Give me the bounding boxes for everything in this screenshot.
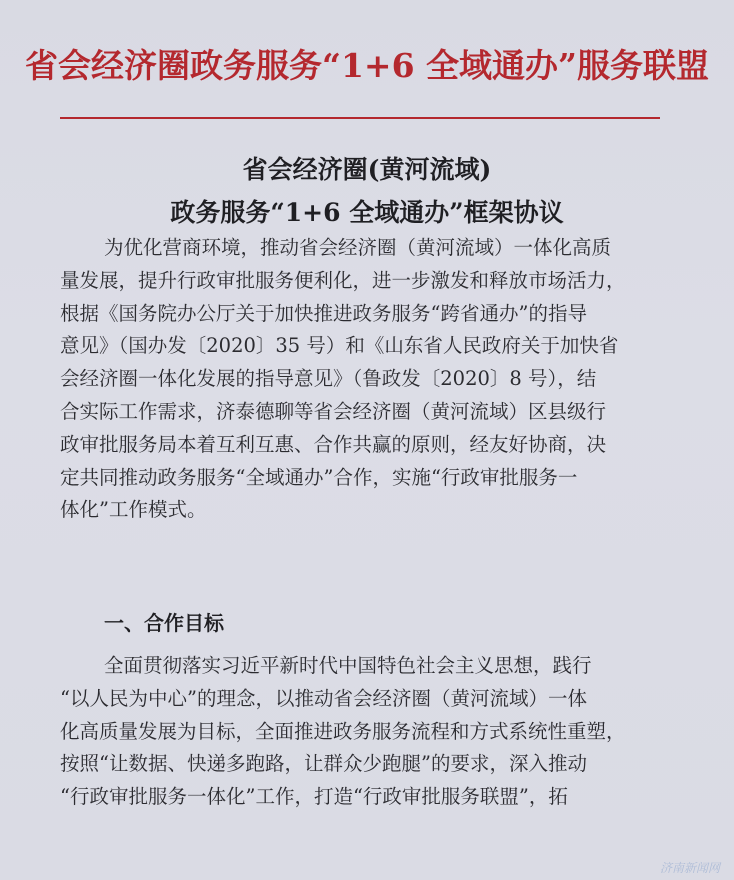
paragraph-line: 为优化营商环境，推动省会经济圈（黄河流域）一体化高质 (104, 236, 612, 259)
paragraph-line: 化高质量发展为目标，全面推进政务服务流程和方式系统性重塑， (60, 719, 626, 743)
watermark: 济南新闻网 (659, 861, 720, 875)
paragraph-line: 体化”工作模式。 (60, 498, 207, 522)
section-heading: 一、合作目标 (104, 611, 224, 635)
paragraph-line: 意见》（国办发〔2020〕35 号）和《山东省人民政府关于加快省 (60, 334, 619, 358)
section1-paragraph (60, 650, 670, 814)
document-title-line1: 省会经济圈(黄河流域) (242, 155, 492, 184)
masthead-divider (60, 117, 660, 119)
paragraph-line: “行政审批服务一体化”工作，打造“行政审批服务联盟”，拓 (60, 785, 568, 809)
paragraph-line: 定共同推动政务服务“全域通办”合作，实施“行政审批服务一 (60, 465, 578, 489)
paragraph-line: 全面贯彻落实习近平新时代中国特色社会主义思想，践行 (104, 654, 592, 677)
paragraph-line: 政审批服务局本着互利互惠、合作共赢的原则，经友好协商，决 (60, 432, 607, 456)
paragraph-line: 会经济圈一体化发展的指导意见》（鲁政发〔2020〕8 号），结 (60, 367, 597, 391)
document-title-line2: 政务服务“1+6 全域通办”框架协议 (170, 198, 564, 227)
paragraph-line: 按照“让数据、快递多跑路，让群众少跑腿”的要求，深入推动 (60, 752, 587, 776)
intro-paragraph (60, 232, 670, 527)
paragraph-line: 根据《国务院办公厅关于加快推进政务服务“跨省通办”的指导 (60, 301, 587, 325)
paragraph-line: 量发展，提升行政审批服务便利化，进一步激发和释放市场活力， (60, 268, 626, 292)
masthead-title: 省会经济圈政务服务“1+6 全域通办”服务联盟 (24, 46, 710, 85)
paragraph-line: 合实际工作需求，济泰德聊等省会经济圈（黄河流域）区县级行 (60, 399, 607, 423)
paragraph-line: “以人民为中心”的理念，以推动省会经济圈（黄河流域）一体 (60, 686, 587, 710)
